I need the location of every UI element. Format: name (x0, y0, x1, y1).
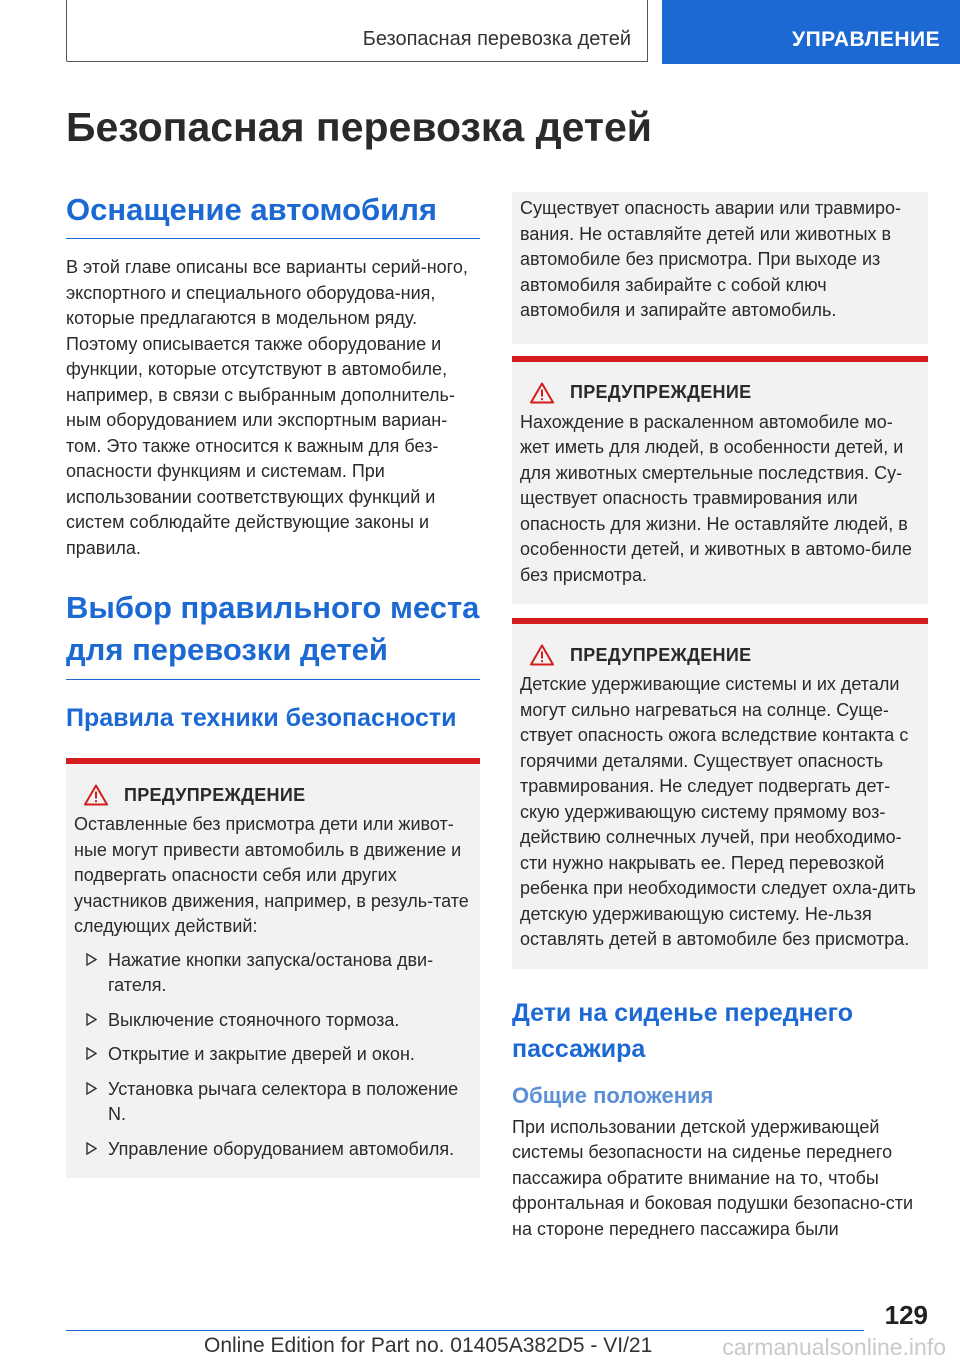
page-title: Безопасная перевозка детей (66, 104, 652, 150)
warning-title: ПРЕДУПРЕЖДЕНИЕ (570, 382, 752, 402)
warning-continuation-box (512, 192, 928, 344)
list-item (74, 1008, 472, 1034)
list-item (74, 1137, 472, 1163)
list-item-text: Нажатие кнопки запуска/останова дви-гателя. (108, 949, 434, 995)
warning-header (520, 382, 920, 404)
list-item-text: Установка рычага селектора в положение N. (108, 1078, 459, 1124)
running-header-section (66, 0, 648, 62)
section-equipment-heading (66, 190, 480, 239)
warning-continuation-text: Существует опасность аварии или травмиро-вания. Не оставляйте детей или животных в автомобиле без присмотра. При выходе из автомобиля забирайте с собой ключ автомобиля и запирайте автомобиль. (520, 198, 902, 320)
warning-title: ПРЕДУПРЕЖДЕНИЕ (124, 784, 306, 805)
triangle-bullet-icon (86, 953, 97, 966)
warning-title: ПРЕДУПРЕЖДЕНИЕ (570, 644, 752, 665)
section-choice-heading (66, 587, 480, 680)
triangle-bullet-icon (86, 1047, 97, 1060)
heading-general: Общие положения (512, 1082, 714, 1108)
warning-box-hot-car (512, 356, 928, 605)
footer-edition: Online Edition for Part no. 01405A382D5 - VI/21 (204, 1334, 653, 1357)
triangle-bullet-icon (86, 1013, 97, 1026)
warning-triangle-icon (84, 784, 108, 806)
heading-equipment: Оснащение автомобиля (66, 192, 437, 227)
running-header-chapter (662, 0, 960, 64)
list-item (74, 1042, 472, 1068)
left-column (66, 190, 480, 1178)
list-item-text: Выключение стояночного тормоза. (108, 1009, 400, 1030)
footer-divider (66, 1330, 864, 1331)
warning-triangle-icon (530, 644, 554, 666)
list-item (74, 948, 472, 999)
running-header-chapter-label: УПРАВЛЕНИЕ (792, 28, 941, 51)
warning-box-hot-seat (512, 618, 928, 969)
list-item (74, 1077, 472, 1128)
heading-choice: Выбор правильного места для перевозки детей (66, 590, 480, 667)
general-paragraph: При использовании детской удерживающей системы безопасности на сиденье переднего пассажира обратите внимание на то, чтобы фронтальная и боковая подушки безопасно-сти на стороне переднего пассажира были (512, 1116, 914, 1239)
warning-text: Детские удерживающие системы и их детали могут сильно нагреваться на солнце. Суще-ствует опасность ожога вследствие контакта с горячими деталями. Существует опасность травмирования. Не следует подвергать дет-скую удерживающую систему прямому воз-действию солнечных лучей, при необходимо-сти нужно накрывать ее. Перед перевозкой ребенка при необходимости следует охла-дить детскую удерживающую систему. Не-льзя оставлять детей в автомобиле без присмотра. (520, 674, 916, 949)
warning-triangle-icon (530, 382, 554, 404)
watermark: carmanualsonline.info (722, 1334, 946, 1360)
running-header-section-label: Безопасная перевозка детей (362, 28, 631, 50)
warning-action-list (74, 948, 472, 1163)
list-item-text: Управление оборудованием автомобиля. (108, 1138, 455, 1159)
warning-text: Оставленные без присмотра дети или живот-ные могут привести автомобиль в движение и подвергать опасности себя или других участников движения, например, в резуль-тате следующих действий: (74, 814, 469, 936)
triangle-bullet-icon (86, 1142, 97, 1155)
heading-front-seat: Дети на сиденье переднего пассажира (512, 998, 853, 1063)
equipment-paragraph: В этой главе описаны все варианты серий-ного, экспортного и специального оборудова-ния, которые предлагаются в модельном ряду. Поэтому описывается также оборудование и функции, которые отсутствуют в автомобиле, например, в связи с выбранным дополнитель-ным оборудованием или экспортным вариан-том. Это также относится к важным для без-опасности функциям и системам. При использовании соответствующих функций и систем соблюдайте действующие законы и правила. (66, 257, 468, 558)
warning-text: Нахождение в раскаленном автомобиле мо-жет иметь для людей, в особенности детей, и для животных смертельные последствия. Су-ществует опасность травмирования или опасность для жизни. Не оставляйте людей, в особенности детей, и животных в автомо-биле без присмотра. (520, 411, 912, 585)
right-column (512, 192, 928, 1242)
heading-safety-rules: Правила техники безопасности (66, 704, 457, 732)
page-number: 129 (884, 1300, 928, 1330)
triangle-bullet-icon (86, 1082, 97, 1095)
warning-header (520, 644, 920, 666)
warning-box-unattended (66, 758, 480, 1178)
warning-header (74, 784, 472, 806)
list-item-text: Открытие и закрытие дверей и окон. (108, 1044, 415, 1064)
